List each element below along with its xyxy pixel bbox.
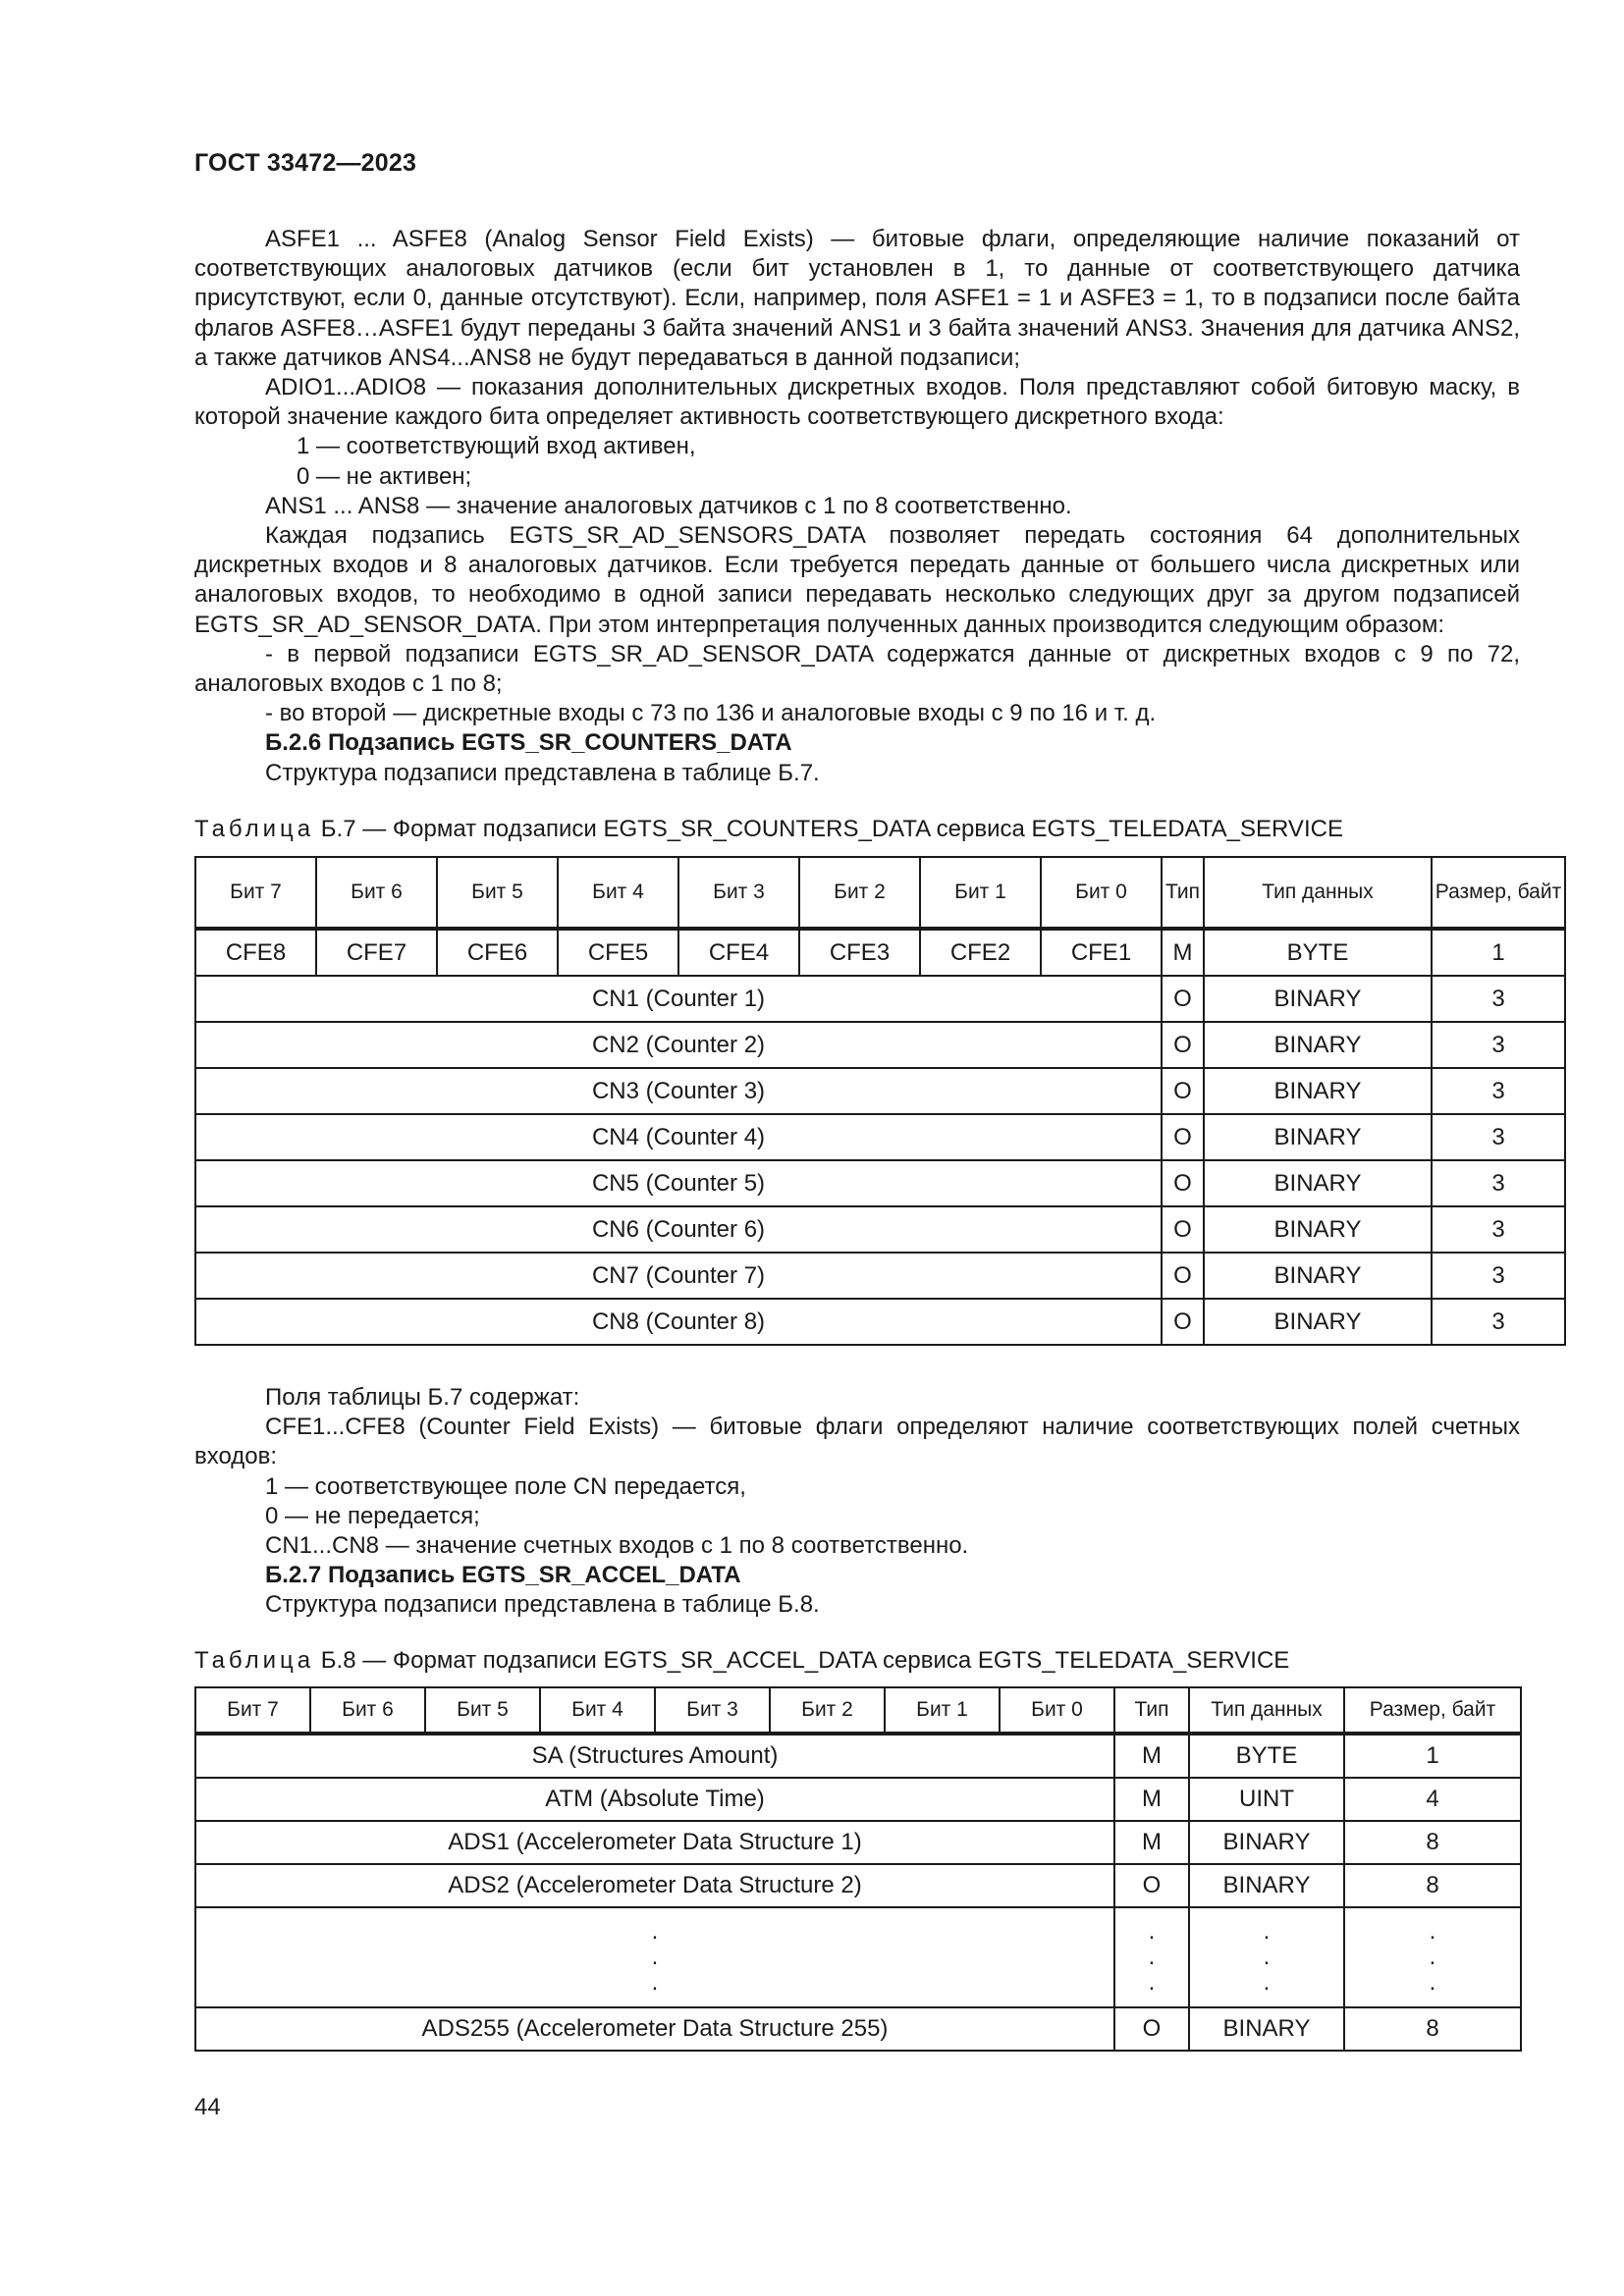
ellipsis-dot: . — [1148, 1918, 1156, 1945]
table-cell: BINARY — [1189, 2007, 1344, 2051]
table-row — [195, 1864, 1521, 1907]
table7-header-cell: Бит 7 — [195, 857, 316, 929]
table-row — [195, 1734, 1521, 1778]
ellipsis-dot: . — [1429, 1944, 1436, 1970]
table8-header-row — [195, 1687, 1521, 1734]
ellipsis-dot: . — [651, 1944, 659, 1970]
ellipsis-cell — [1114, 1907, 1189, 2007]
ellipsis-dot: . — [651, 1969, 659, 1996]
table-cell: 3 — [1432, 1022, 1565, 1068]
table-cell: BINARY — [1189, 1821, 1344, 1864]
table-cell: CN1 (Counter 1) — [195, 976, 1162, 1022]
paragraph-first-subrecord: - в первой подзаписи EGTS_SR_AD_SENSOR_DATA содержатся данные от дискретных входов с 9 по 72, аналоговых входов с 1 по 8; — [194, 640, 1520, 698]
section-heading-b26: Б.2.6 Подзапись EGTS_SR_COUNTERS_DATA — [265, 729, 792, 757]
table-cell: 3 — [1432, 976, 1565, 1022]
table8-header-cell: Бит 1 — [885, 1687, 1000, 1734]
ellipsis-dot: . — [1429, 1969, 1436, 1996]
paragraph-adio: ADIO1...ADIO8 — показания дополнительных дискретных входов. Поля представляют собой битовую маску, в которой значение каждого бита определяет активность соответствующего дискретного входа: — [194, 374, 1520, 431]
table-cell: CFE4 — [678, 929, 799, 976]
table7-caption-word: Таблица — [194, 816, 315, 842]
table7-header-cell: Тип данных — [1204, 857, 1432, 929]
table-row — [195, 1821, 1521, 1864]
table-cell: BINARY — [1204, 1022, 1432, 1068]
table-cell: CFE2 — [920, 929, 1041, 976]
ellipsis-dot: . — [1263, 1969, 1271, 1996]
table-cell: O — [1162, 1299, 1204, 1345]
table-cell: M — [1162, 929, 1204, 976]
table-cell: O — [1114, 1864, 1189, 1907]
ellipsis-dot: . — [1148, 1944, 1156, 1970]
table8-header-cell: Тип данных — [1189, 1687, 1344, 1734]
table-row — [195, 1299, 1565, 1345]
table-cell: BINARY — [1189, 1864, 1344, 1907]
table8-caption — [194, 1646, 1289, 1676]
table-cell: CFE6 — [437, 929, 558, 976]
table-cell: BINARY — [1204, 976, 1432, 1022]
intro-text — [194, 225, 1520, 788]
table-cell: M — [1114, 1778, 1189, 1821]
paragraph-fields-b7: Поля таблицы Б.7 содержат: — [265, 1384, 580, 1411]
ellipsis-cell — [1189, 1907, 1344, 2007]
table-row — [195, 1253, 1565, 1299]
table8-header-cell: Бит 3 — [655, 1687, 770, 1734]
table8-header-cell: Бит 4 — [540, 1687, 655, 1734]
table-cell: O — [1162, 1253, 1204, 1299]
ellipsis-dot: . — [651, 1918, 659, 1945]
table-cell: M — [1114, 1821, 1189, 1864]
table7-header-cell: Бит 4 — [558, 857, 678, 929]
table-row — [195, 1160, 1565, 1206]
ellipsis-dot: . — [1429, 1918, 1436, 1945]
table8-header-cell: Бит 2 — [770, 1687, 885, 1734]
page-number: 44 — [194, 2094, 221, 2120]
ellipsis-dot: . — [1263, 1918, 1271, 1945]
table7-header-cell: Бит 3 — [678, 857, 799, 929]
table-cell: CFE8 — [195, 929, 316, 976]
paragraph-structure-b8: Структура подзаписи представлена в таблице Б.8. — [265, 1591, 820, 1619]
paragraph-asfe: ASFE1 ... ASFE8 (Analog Sensor Field Exists) — битовые флаги, определяющие наличие показаний от соответствующих аналоговых датчиков (если бит установлен в 1, то данные от соответствующего датчика присутствуют, если 0, данные отсутствуют). Если, например, поля ASFE1 = 1 и ASFE3 = 1, то в подзаписи после байта флагов ASFE8…ASFE1 будут переданы 3 байта значений ANS1 и 3 байта значений ANS3. Значения для датчика ANS2, а также датчиков ANS4...ANS8 не будут передаваться в данной подзаписи; — [194, 226, 1520, 371]
section-heading-b27: Б.2.7 Подзапись EGTS_SR_ACCEL_DATA — [265, 1562, 741, 1589]
table8-header-cell: Бит 5 — [425, 1687, 540, 1734]
table8-header-cell: Тип — [1114, 1687, 1189, 1734]
table-cell: O — [1114, 2007, 1189, 2051]
table-cell: ADS1 (Accelerometer Data Structure 1) — [195, 1821, 1114, 1864]
table-cell: 3 — [1432, 1068, 1565, 1114]
table7-caption — [194, 815, 1343, 844]
table-cell: CFE7 — [316, 929, 437, 976]
table-cell: CN4 (Counter 4) — [195, 1114, 1162, 1160]
table-row — [195, 1114, 1565, 1160]
paragraph-adio-active: 1 — соответствующий вход активен, — [297, 433, 696, 460]
table-cell: CN7 (Counter 7) — [195, 1253, 1162, 1299]
table-cell: 8 — [1344, 1864, 1521, 1907]
table7-header-cell: Бит 0 — [1041, 857, 1162, 929]
paragraph-ans: ANS1 ... ANS8 — значение аналоговых датчиков с 1 по 8 соответственно. — [265, 492, 1072, 519]
table-cell: ATM (Absolute Time) — [195, 1778, 1114, 1821]
table8 — [194, 1686, 1522, 2052]
table7-flag-row — [195, 929, 1565, 976]
ellipsis-dot: . — [1263, 1944, 1271, 1970]
table-cell: BINARY — [1204, 1068, 1432, 1114]
table-cell: 1 — [1432, 929, 1565, 976]
paragraph-adio-inactive: 0 — не активен; — [297, 462, 472, 490]
paragraph-second-subrecord: - во второй — дискретные входы с 73 по 136 и аналоговые входы с 9 по 16 и т. д. — [265, 700, 1157, 727]
table7-header-cell: Размер, байт — [1432, 857, 1565, 929]
table-cell: O — [1162, 1206, 1204, 1253]
table7-header-cell: Тип — [1162, 857, 1204, 929]
table-cell: O — [1162, 1068, 1204, 1114]
paragraph-cn-not-transmitted: 0 — не передается; — [265, 1502, 480, 1529]
table-cell: ADS2 (Accelerometer Data Structure 2) — [195, 1864, 1114, 1907]
table-cell: BINARY — [1204, 1206, 1432, 1253]
table8-caption-word: Таблица — [194, 1647, 315, 1674]
table-row — [195, 1068, 1565, 1114]
table-cell: CN8 (Counter 8) — [195, 1299, 1162, 1345]
table8-caption-text: Б.8 — Формат подзаписи EGTS_SR_ACCEL_DATA сервиса EGTS_TELEDATA_SERVICE — [320, 1647, 1290, 1674]
table-row — [195, 976, 1565, 1022]
table-cell: SA (Structures Amount) — [195, 1734, 1114, 1778]
table8-header-cell: Бит 7 — [195, 1687, 310, 1734]
table-cell: BINARY — [1204, 1114, 1432, 1160]
table-row — [195, 2007, 1521, 2051]
table-cell: BINARY — [1204, 1299, 1432, 1345]
table7-description — [194, 1383, 1520, 1621]
table-row — [195, 1022, 1565, 1068]
table7 — [194, 856, 1566, 1346]
paragraph-subrecord-info: Каждая подзапись EGTS_SR_AD_SENSORS_DATA позволяет передать состояния 64 дополнительных дискретных входов и 8 аналоговых датчиков. Если требуется передать данные от большего числа дискретных или аналоговых входов, то необходимо в одной записи передавать несколько следующих друг за другом подзаписей EGTS_SR_AD_SENSOR_DATA. При этом интерпретация полученных данных производится следующим образом: — [194, 522, 1520, 638]
table7-header-cell: Бит 5 — [437, 857, 558, 929]
table-cell: 3 — [1432, 1160, 1565, 1206]
table-cell: 3 — [1432, 1253, 1565, 1299]
table-cell: ADS255 (Accelerometer Data Structure 255) — [195, 2007, 1114, 2051]
table-cell: CFE5 — [558, 929, 678, 976]
ellipsis-dot: . — [1148, 1969, 1156, 1996]
table8-header-cell: Бит 0 — [1000, 1687, 1114, 1734]
table-cell: 8 — [1344, 1821, 1521, 1864]
ellipsis-cell — [1344, 1907, 1521, 2007]
table-row — [195, 1778, 1521, 1821]
table-cell: CN3 (Counter 3) — [195, 1068, 1162, 1114]
table-cell: BINARY — [1204, 1253, 1432, 1299]
table-cell: 1 — [1344, 1734, 1521, 1778]
table-cell: 3 — [1432, 1206, 1565, 1253]
table-cell: CFE3 — [799, 929, 920, 976]
paragraph-cfe: CFE1...CFE8 (Counter Field Exists) — битовые флаги определяют наличие соответствующих полей счетных входов: — [194, 1414, 1520, 1470]
table7-header-cell: Бит 2 — [799, 857, 920, 929]
table8-header-cell: Размер, байт — [1344, 1687, 1521, 1734]
table-cell: O — [1162, 1160, 1204, 1206]
table-cell: 8 — [1344, 2007, 1521, 2051]
table-cell: BINARY — [1204, 1160, 1432, 1206]
paragraph-structure-b7: Структура подзаписи представлена в таблице Б.7. — [265, 759, 820, 786]
table7-header-cell: Бит 1 — [920, 857, 1041, 929]
table-cell: BYTE — [1204, 929, 1432, 976]
table-cell: CN5 (Counter 5) — [195, 1160, 1162, 1206]
table8-header-cell: Бит 6 — [310, 1687, 425, 1734]
table-cell: CN2 (Counter 2) — [195, 1022, 1162, 1068]
table-cell: O — [1162, 1022, 1204, 1068]
paragraph-cn-transmitted: 1 — соответствующее поле CN передается, — [265, 1472, 746, 1500]
table-cell: 3 — [1432, 1299, 1565, 1345]
table-cell: 3 — [1432, 1114, 1565, 1160]
table-cell: CN6 (Counter 6) — [195, 1206, 1162, 1253]
table-cell: 4 — [1344, 1778, 1521, 1821]
table-cell: CFE1 — [1041, 929, 1162, 976]
table-cell: O — [1162, 976, 1204, 1022]
table-row-ellipsis — [195, 1907, 1521, 2007]
table-cell: BYTE — [1189, 1734, 1344, 1778]
paragraph-cn-values: CN1...CN8 — значение счетных входов с 1 по 8 соответственно. — [265, 1532, 969, 1560]
table-cell: O — [1162, 1114, 1204, 1160]
table7-header-row — [195, 857, 1565, 929]
table-cell: M — [1114, 1734, 1189, 1778]
table7-header-cell: Бит 6 — [316, 857, 437, 929]
table7-caption-text: Б.7 — Формат подзаписи EGTS_SR_COUNTERS_DATA сервиса EGTS_TELEDATA_SERVICE — [320, 816, 1343, 842]
document-header: ГОСТ 33472—2023 — [194, 149, 417, 177]
ellipsis-cell — [195, 1907, 1114, 2007]
table-row — [195, 1206, 1565, 1253]
table-cell: UINT — [1189, 1778, 1344, 1821]
